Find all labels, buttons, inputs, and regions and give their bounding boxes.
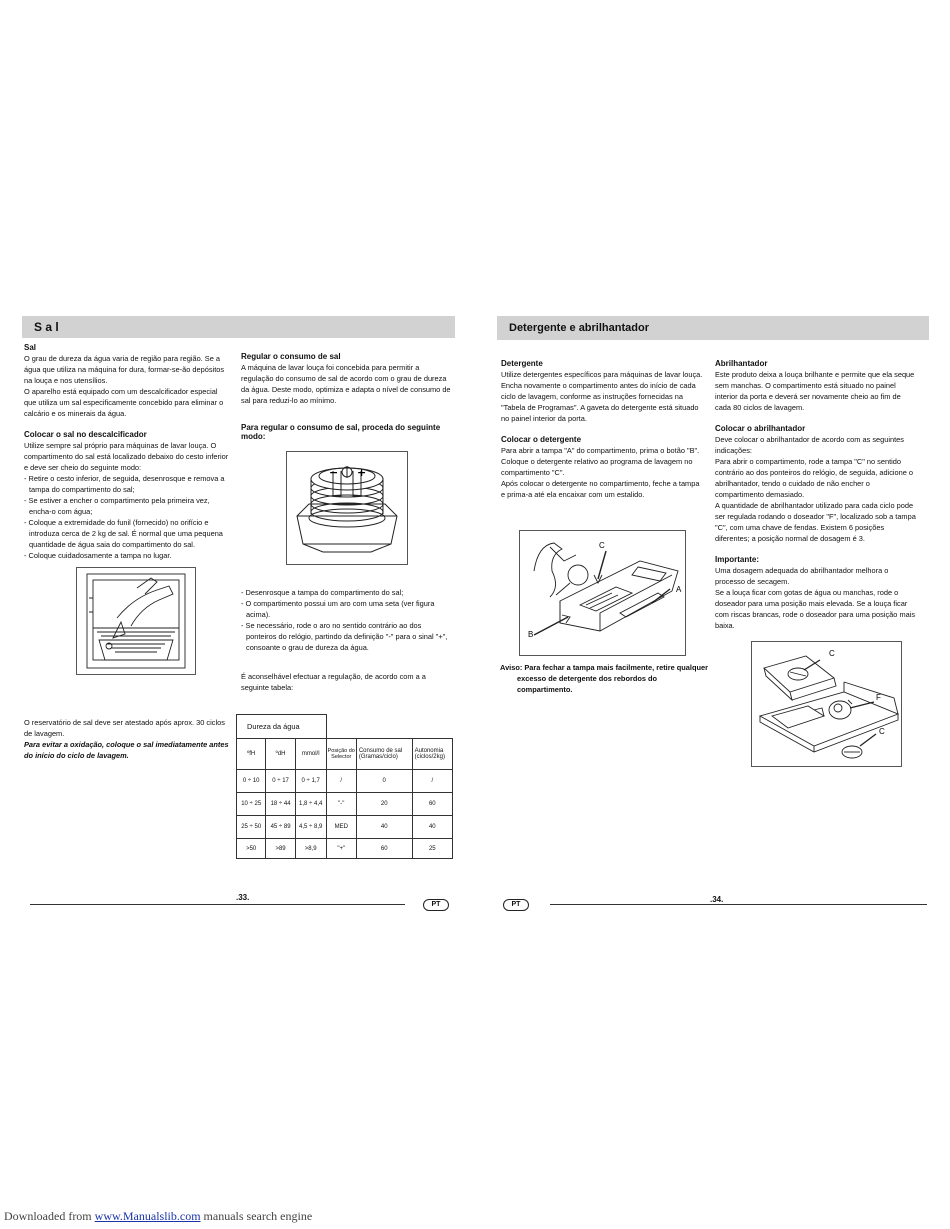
table-cell: 25 ÷ 50 [237, 816, 266, 839]
salt-cap-illustration [287, 452, 407, 564]
left-page-number: .33. [236, 893, 250, 902]
left-col2 [241, 352, 453, 442]
heading-para-regular: Para regular o consumo de sal, proceda do seguinte modo: [241, 423, 441, 441]
step-item: - Se estiver a encher o compartimento pela primeira vez, encha-o com água; [24, 496, 210, 516]
step-item: - Coloque a extremidade do funil (fornecido) no orifício e introduza cerca de 2 kg de sal. É normal que uma pequena quantidade de água saia do compartimento do sal. [24, 518, 223, 549]
detergent-dispenser-illustration [520, 531, 685, 655]
table-cell: >8,9 [295, 839, 326, 859]
footer-suffix: manuals search engine [200, 1209, 313, 1223]
rinse-aid-illustration [752, 642, 901, 766]
table-cell: 0 ÷ 10 [237, 770, 266, 793]
para-oxidacao: Para evitar a oxidação, coloque o sal imediatamente antes do início do ciclo de lavagem. [24, 740, 229, 760]
heading-colocar-detergente: Colocar o detergente [501, 435, 582, 444]
table-row [237, 793, 453, 816]
left-section-title: S a l [34, 320, 59, 334]
table-cell: >89 [266, 839, 295, 859]
detergent-dispenser-figure [519, 530, 686, 656]
para-regular: A máquina de lavar louça foi concebida para permitir a regulação do consumo de sal de acordo com o grau de dureza da água. Deste modo, optimiza e adapta o nível de consumo de sal para reduzi-lo ao mínimo. [241, 363, 451, 405]
download-footer [4, 1209, 312, 1224]
dial-plus-label: + [357, 466, 367, 479]
table-cell: 10 ÷ 25 [237, 793, 266, 816]
right-footer-rule [550, 904, 927, 905]
table-cell: "-" [326, 793, 356, 816]
figure-label-a: A [676, 585, 682, 594]
table-cell: 60 [412, 793, 452, 816]
table-cell: 20 [356, 793, 412, 816]
para-aviso: Aviso: Para fechar a tampa mais facilmente, retire qualquer excesso de detergente dos rebordos do compartimento. [500, 663, 708, 694]
right-col2 [715, 359, 917, 631]
table-cell: 0 ÷ 17 [266, 770, 295, 793]
para-detergente: Utilize detergentes específicos para máquinas de lavar louça. Encha novamente o compartimento antes do início de cada ciclo de lavagem, conforme as instruções fornecidas na "Tabela de Programas". A gaveta do detergente está situado no painel interior da porta. [501, 370, 703, 423]
para-colocar-det-3: Após colocar o detergente no compartimento, feche a tampa e prima-a até ela encaixar com um estalido. [501, 479, 700, 499]
left-language-badge: PT [423, 899, 449, 911]
para-colocar-sal: Utilize sempre sal próprio para máquinas de lavar louça. O compartimento do sal está localizado debaixo do cesto inferior e deve ser cheio do seguinte modo: [24, 441, 229, 472]
step-item: - Desenrosque a tampa do compartimento do sal; [241, 588, 404, 597]
figure-label-c: C [599, 541, 605, 550]
heading-detergente: Detergente [501, 359, 543, 368]
para-colocar-det-2: Coloque o detergente relativo ao programa de lavagem no compartimento "C". [501, 457, 693, 477]
figure-label-b: B [528, 630, 534, 639]
water-hardness-table [236, 714, 453, 859]
table-cell: 4,5 ÷ 8,9 [295, 816, 326, 839]
table-cell: / [412, 770, 452, 793]
para-colocar-det-1: Para abrir a tampa "A" do compartimento, prima o botão "B". [501, 446, 700, 455]
salt-cap-figure [286, 451, 408, 565]
footer-prefix: Downloaded from [4, 1209, 95, 1223]
table-cell: 60 [356, 839, 412, 859]
table-header-cell: mmol/l [295, 739, 326, 770]
para-colocar-abr-1: Deve colocar o abrilhantador de acordo com as seguintes indicações: [715, 435, 904, 455]
heading-abrilhantador: Abrilhantador [715, 359, 768, 368]
left-section-bar [22, 316, 455, 338]
left-col1-bottom [24, 717, 230, 761]
rinse-aid-figure [751, 641, 902, 767]
table-cell: 1,8 ÷ 4,4 [295, 793, 326, 816]
right-page-number: .34. [710, 895, 724, 904]
heading-sal: Sal [24, 343, 37, 352]
table-row [237, 839, 453, 859]
left-col2-steps [241, 587, 453, 693]
table-cell: 0 ÷ 1,7 [295, 770, 326, 793]
heading-importante: Importante: [715, 555, 759, 564]
table-header-cell: Posição do Selector [326, 739, 356, 770]
para-abrilhantador: Este produto deixa a louça brilhante e permite que ela seque sem manchas. O compartimento está situado no painel interior da porta e deverá ser novamente cheio ao fim de cada 80 ciclos de lavagem. [715, 370, 915, 412]
table-cell: >50 [237, 839, 266, 859]
figure-label-f: F [876, 693, 881, 702]
right-section-bar [497, 316, 929, 340]
table-cell: 40 [356, 816, 412, 839]
table-row [237, 770, 453, 793]
left-col1 [24, 343, 230, 561]
para-sal-2: O aparelho está equipado com um descalcificador especial que utiliza um sal especificamente concebido para eliminar o calcário e os minerais da água. [24, 387, 224, 418]
aviso-block [500, 662, 710, 695]
para-reservatorio: O reservatório de sal deve ser atestado após aprox. 30 ciclos de lavagem. [24, 718, 225, 738]
step-item: - O compartimento possui um aro com uma seta (ver figura acima). [241, 599, 435, 619]
table-header-cell: ºdH [266, 739, 295, 770]
heading-colocar-abrilhantador: Colocar o abrilhantador [715, 424, 806, 433]
table-cell: 25 [412, 839, 452, 859]
step-item: - Retire o cesto inferior, de seguida, desenrosque e remova a tampa do compartimento do sal; [24, 474, 225, 494]
right-section-title: Detergente e abrilhantador [509, 322, 649, 334]
heading-regular: Regular o consumo de sal [241, 352, 341, 361]
salt-filling-figure [76, 567, 196, 675]
table-header-cell: ºfH [237, 739, 266, 770]
table-cell: 0 [356, 770, 412, 793]
dishwasher-illustration [77, 568, 195, 674]
heading-colocar-sal: Colocar o sal no descalcificador [24, 430, 147, 439]
figure-label-c2: C [879, 727, 885, 736]
right-language-badge: PT [503, 899, 529, 911]
left-footer-rule [30, 904, 405, 905]
table-cell: 40 [412, 816, 452, 839]
para-colocar-abr-2: Para abrir o compartimento, rode a tampa "C" no sentido contrário ao dos ponteiros do relógio, de seguida, adicione o abrilhantador, tendo o cuidado de não encher o compartimento demasiado. [715, 457, 914, 499]
table-row [237, 816, 453, 839]
right-col1 [501, 359, 705, 500]
step-item: - Se necessário, rode o aro no sentido contrário ao dos ponteiros do relógio, partindo da definição "-" para o sinal "+", consoante o grau de dureza da água. [241, 621, 448, 652]
table-header-cell: Autonomia (ciclos/2kg) [412, 739, 452, 770]
manualslib-link[interactable]: www.Manualslib.com [94, 1209, 201, 1223]
table-header-row [237, 739, 453, 770]
para-importante-2: Se a louça ficar com gotas de água ou manchas, rode o doseador para uma posição mais elevada. Se a louça ficar com riscas brancas, rode o doseador para uma posição mais baixa. [715, 588, 916, 630]
table-cell: / [326, 770, 356, 793]
table-cell: "+" [326, 839, 356, 859]
para-importante-1: Uma dosagem adequada do abrilhantador melhora o processo de secagem. [715, 566, 889, 586]
table-header-cell: Consumo de sal (Gramas/ciclo) [356, 739, 412, 770]
dial-minus-label: − [329, 466, 339, 479]
para-aconselhavel: É aconselhável efectuar a regulação, de acordo com a a seguinte tabela: [241, 672, 426, 692]
figure-label-c: C [829, 649, 835, 658]
table-group-header: Dureza da água [237, 715, 327, 739]
table-cell: 45 ÷ 89 [266, 816, 295, 839]
step-item: - Coloque cuidadosamente a tampa no lugar. [24, 551, 172, 560]
table-cell: MED [326, 816, 356, 839]
table-cell: 18 ÷ 44 [266, 793, 295, 816]
para-colocar-abr-3: A quantidade de abrilhantador utilizado para cada ciclo pode ser regulada rodando o doseador "F", localizado sob a tampa "C", com uma chave de fendas. Existem 6 posições diferentes; a posição normal de dosagem é 3. [715, 501, 916, 543]
para-sal-1: O grau de dureza da água varia de região para região. Se a água que utiliza na máquina for dura, formar-se-ão depósitos na louça e nos utensílios. [24, 354, 225, 385]
